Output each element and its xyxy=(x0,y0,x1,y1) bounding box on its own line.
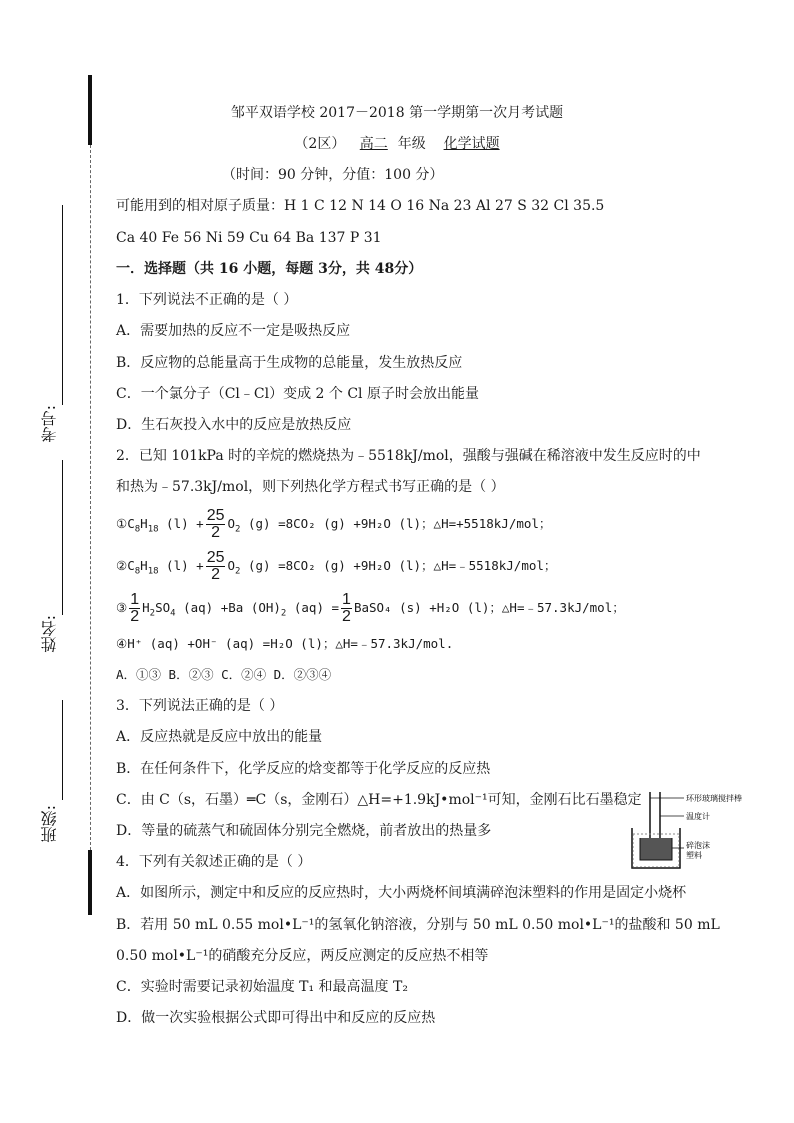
q2-equation-2: $②C_8H_{18}$ (l) + $\frac{25}{2}$ $O_2$ (g) =8CO₂ (g) +9H₂O (l)；△H=﹣5518kJ/mol； xyxy=(116,549,557,583)
class-label: 班级: xyxy=(40,805,59,843)
q1-option-b: B．反应物的总能量高于生成物的总能量，发生放热反应 xyxy=(116,355,463,371)
exam-no-label: 考号: xyxy=(40,405,59,443)
q2-stem-1: 2．已知 101kPa 时的辛烷的燃烧热为﹣5518kJ/mol，强酸与强碱在稀溶液中发生反应时的中 xyxy=(116,448,701,464)
q2-stem-2: 和热为﹣57.3kJ/mol，则下列热化学方程式书写正确的是（ ） xyxy=(116,479,505,495)
stirrer-label: 环形玻璃搅拌棒 xyxy=(686,794,742,803)
q2-equation-4: ④H⁺ (aq) +OH⁻ (aq) =H₂O (l)；△H=﹣57.3kJ/mol. xyxy=(116,636,454,651)
calorimeter-figure xyxy=(628,790,778,870)
q2-options: A．①③ B．②③ C．②④ D．②③④ xyxy=(116,667,332,682)
atomic-mass-line-2: Ca 40 Fe 56 Ni 59 Cu 64 Ba 137 P 31 xyxy=(116,230,382,246)
q4-option-d: D．做一次实验根据公式即可得出中和反应的反应热 xyxy=(116,1010,436,1026)
fraction-1-2: $\frac{1}{2}$ xyxy=(342,591,351,625)
name-rule xyxy=(62,460,63,615)
q4-option-b-2: 0.50 mol•L⁻¹的硝酸充分反应，两反应测定的反应热不相等 xyxy=(116,948,489,964)
q2-equation-3: ③ $\frac{1}{2}$ $H_2SO_4$ (aq) +Ba $(OH)_2$ (aq) = $\frac{1}{2}$ BaSO₄ (s) +H₂O (l)；△H=﹣57.3kJ/mol； xyxy=(116,591,625,625)
grade: 高二 xyxy=(359,136,388,152)
q4-stem: 4．下列有关叙述正确的是（ ） xyxy=(116,854,312,870)
calorimeter-icon xyxy=(628,790,778,870)
foam-label: 碎泡沫 xyxy=(686,841,710,850)
subtitle xyxy=(0,134,794,154)
q1-option-a: A．需要加热的反应不一定是吸热反应 xyxy=(116,323,351,339)
q1-stem: 1．下列说法不正确的是（ ） xyxy=(116,292,298,308)
page-title: 邹平双语学校 2017－2018 第一学期第一次月考试题 xyxy=(230,105,564,121)
q3-option-d: D．等量的硫蒸气和硫固体分别完全燃烧，前者放出的热量多 xyxy=(116,823,492,839)
q3-option-a: A．反应热就是反应中放出的能量 xyxy=(116,729,323,745)
q3-option-b: B．在任何条件下，化学反应的焓变都等于化学反应的反应热 xyxy=(116,761,491,777)
class-rule xyxy=(62,700,63,800)
q3-option-c: C．由 C（s，石墨）═C（s，金刚石）△H=+1.9kJ•mol⁻¹可知，金刚石比石墨稳定 xyxy=(116,792,642,808)
section-heading: 一．选择题（共 16 小题，每题 3分，共 48分） xyxy=(116,261,423,277)
zone: （2区） xyxy=(294,136,346,152)
atomic-mass-line-1: 可能用到的相对原子质量：H 1 C 12 N 14 O 16 Na 23 Al 27 S 32 Cl 35.5 xyxy=(116,198,605,214)
subject: 化学试题 xyxy=(443,136,500,152)
grade-suffix: 年级 xyxy=(397,136,426,152)
fraction-1-2: $\frac{1}{2}$ xyxy=(130,591,140,625)
q2-equation-1: $①C_8H_{18}$ (l) + $\frac{25}{2}$ $O_2$ (g) =8CO₂ (g) +9H₂O (l)；△H=+5518kJ/mol； xyxy=(116,507,552,541)
q4-option-a: A．如图所示，测定中和反应的反应热时，大小两烧杯间填满碎泡沫塑料的作用是固定小烧杯 xyxy=(116,885,687,901)
q1-option-d: D．生石灰投入水中的反应是放热反应 xyxy=(116,417,352,433)
plastic-label: 塑料 xyxy=(686,851,702,860)
thermometer-label: 温度计 xyxy=(686,812,710,821)
name-label: 姓名: xyxy=(40,615,59,653)
binding-dashed-line xyxy=(90,145,91,850)
exam-no-rule xyxy=(62,205,63,405)
fraction-25-2: $\frac{25}{2}$ xyxy=(206,507,225,541)
fraction-25-2: $\frac{25}{2}$ xyxy=(206,549,225,583)
time-info: （时间：90 分钟，分值：100 分） xyxy=(222,167,444,183)
q3-stem: 3．下列说法正确的是（ ） xyxy=(116,698,284,714)
q1-option-c: C．一个氯分子（Cl﹣Cl）变成 2 个 Cl 原子时会放出能量 xyxy=(116,386,479,402)
binding-line-bottom xyxy=(88,850,92,915)
q4-option-c: C．实验时需要记录初始温度 T₁ 和最高温度 T₂ xyxy=(116,979,408,995)
q4-option-b-1: B．若用 50 mL 0.55 mol•L⁻¹的氢氧化钠溶液，分别与 50 mL 0.50 mol•L⁻¹的盐酸和 50 mL xyxy=(116,917,720,933)
